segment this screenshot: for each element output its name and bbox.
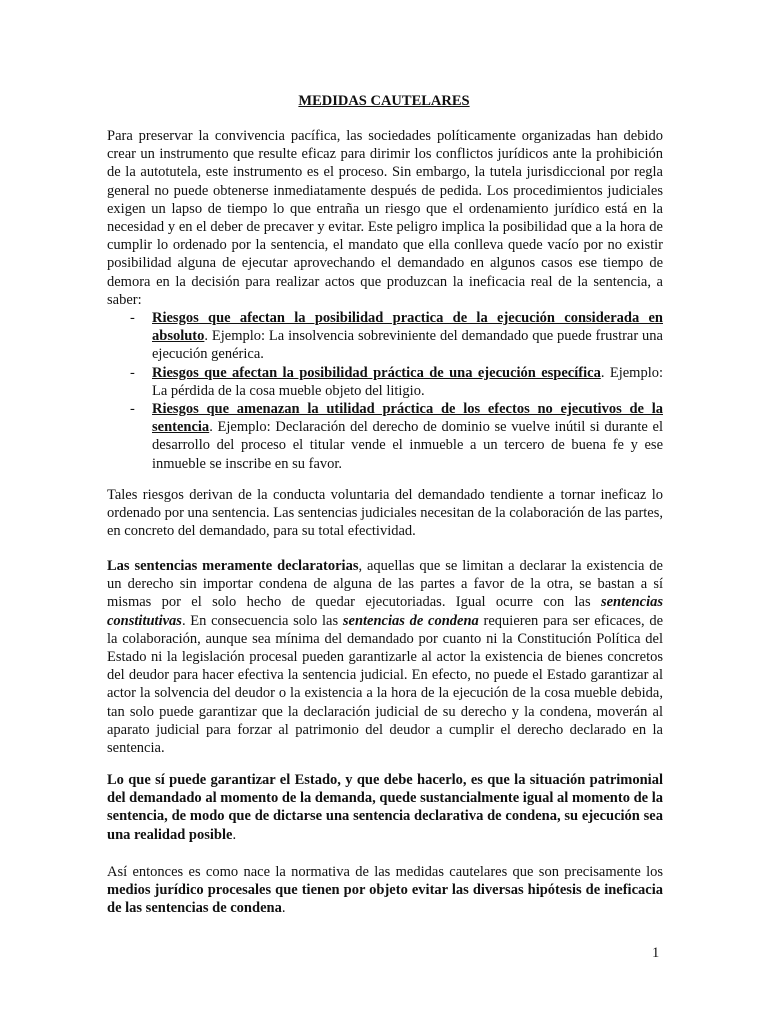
risk-example: . Ejemplo: La pérdida de la cosa mueble objeto del litigio. bbox=[152, 364, 663, 399]
state-guarantee-end: . bbox=[232, 826, 237, 843]
intro-section bbox=[107, 127, 663, 473]
sentences-text-2: . En consecuencia solo las bbox=[181, 612, 343, 629]
conclusion-bold: medios jurídico procesales que tienen por objeto evitar las diversas hipótesis de ineficacia de las sentencias de condena bbox=[107, 882, 663, 917]
document-title bbox=[0, 93, 768, 110]
sentences-text-3: requieren para ser eficaces, de la colaboración, aunque sea mínima del demandado por cuanto ni la Constitución Política del Estado ni la legislación procesal pueden garantizarle al actor la existencia de bienes concretos del deudor para hacer efectiva la sentencia judicial. En efecto, no puede el Estado garantizar al actor la solvencia del deudor o la existencia a la hora de la ejecución de la cosa mueble debida, tan solo puede garantizar que la declaración judicial de su derecho y la condena, moverán al aparato judicial para forzar al patrimonio del deudor a cumplir el derecho declarado en la sentencia. bbox=[107, 612, 664, 757]
bullet-dash: - bbox=[130, 401, 135, 418]
risk-item bbox=[107, 400, 663, 473]
risk-example: . Ejemplo: Declaración del derecho de dominio se vuelve inútil si durante el desarrollo del proceso el titular vende el inmueble a un tercero de buena fe y ese inmueble se inscribe en su favor. bbox=[152, 419, 663, 472]
risk-heading: Riesgos que afectan la posibilidad practica de la ejecución considerada en absoluto bbox=[152, 310, 663, 345]
constitutive-sentences-term: sentencias constitutivas bbox=[107, 594, 663, 629]
risk-item bbox=[107, 309, 663, 364]
risk-heading: Riesgos que amenazan la utilidad práctica de los efectos no ejecutivos de la sentencia bbox=[152, 401, 663, 436]
risks-origin-section bbox=[107, 486, 663, 541]
bullet-dash: - bbox=[130, 364, 135, 381]
conclusion-end: . bbox=[281, 900, 286, 917]
condemnation-sentences-term: sentencias de condena bbox=[342, 612, 479, 629]
title-text: MEDIDAS CAUTELARES bbox=[298, 93, 470, 109]
risks-origin-paragraph: Tales riesgos derivan de la conducta voluntaria del demandado tendiente a tornar ineficaz lo ordenado por una sentencia. Las sentencias judiciales necesitan de la colaboración de las partes, en concreto del demandado, para su total efectividad. bbox=[107, 487, 664, 540]
risk-heading: Riesgos que afectan la posibilidad práctica de una ejecución específica bbox=[152, 364, 601, 381]
conclusion-text: Así entonces es como nace la normativa de las medidas cautelares que son precisamente los bbox=[107, 864, 663, 880]
risk-example: . Ejemplo: La insolvencia sobreviniente del demandado que puede frustrar una ejecución genérica. bbox=[152, 328, 663, 363]
declaratory-sentences-term: Las sentencias meramente declaratorias bbox=[107, 558, 359, 574]
state-guarantee-section bbox=[107, 771, 663, 844]
conclusion-section bbox=[107, 863, 663, 918]
risks-list bbox=[107, 309, 663, 473]
state-guarantee-paragraph bbox=[107, 771, 663, 844]
sentences-text-1: , aquellas que se limitan a declarar la existencia de un derecho sin importar condena de alguna de las partes a favor de la otra, se bastan a sí mismas por el solo hecho de quedar ejecutoriadas. Igual ocurre con las bbox=[107, 558, 663, 611]
state-guarantee-bold: Lo que sí puede garantizar el Estado, y que debe hacerlo, es que la situación patrimonial del demandado al momento de la demanda, quede sustancialmente igual al momento de la sentencia, de modo que de dictarse una sentencia declarativa de condena, su ejecución sea una realidad posible bbox=[107, 772, 663, 843]
intro-paragraph: Para preservar la convivencia pacífica, las sociedades políticamente organizadas han debido crear un instrumento que resulte eficaz para dirimir los conflictos jurídicos ante la prohibición de la autotutela, este instrumento es el proceso. Sin embargo, la tutela jurisdiccional por regla general no puede obtenerse inmediatamente después de pedida. Los procedimientos judiciales exigen un lapso de tiempo lo que entraña un riesgo que el ordenamiento jurídico está en la necesidad y en el deber de precaver y evitar. Este peligro implica la posibilidad que a la hora de cumplir lo ordenado por la sentencia, el mandato que ella conlleva quede vacío por no existir posibilidad alguna de ejecutar aprovechando el demandado en algunos casos ese tiempo de demora en la decisión para realizar actos que produzcan la ineficacia real de la sentencia, a saber: bbox=[107, 128, 663, 308]
sentences-paragraph bbox=[107, 557, 663, 757]
conclusion-paragraph bbox=[107, 863, 663, 918]
page-number: 1 bbox=[652, 945, 660, 961]
sentences-section bbox=[107, 557, 663, 757]
risk-item bbox=[107, 364, 663, 400]
bullet-dash: - bbox=[130, 310, 135, 327]
